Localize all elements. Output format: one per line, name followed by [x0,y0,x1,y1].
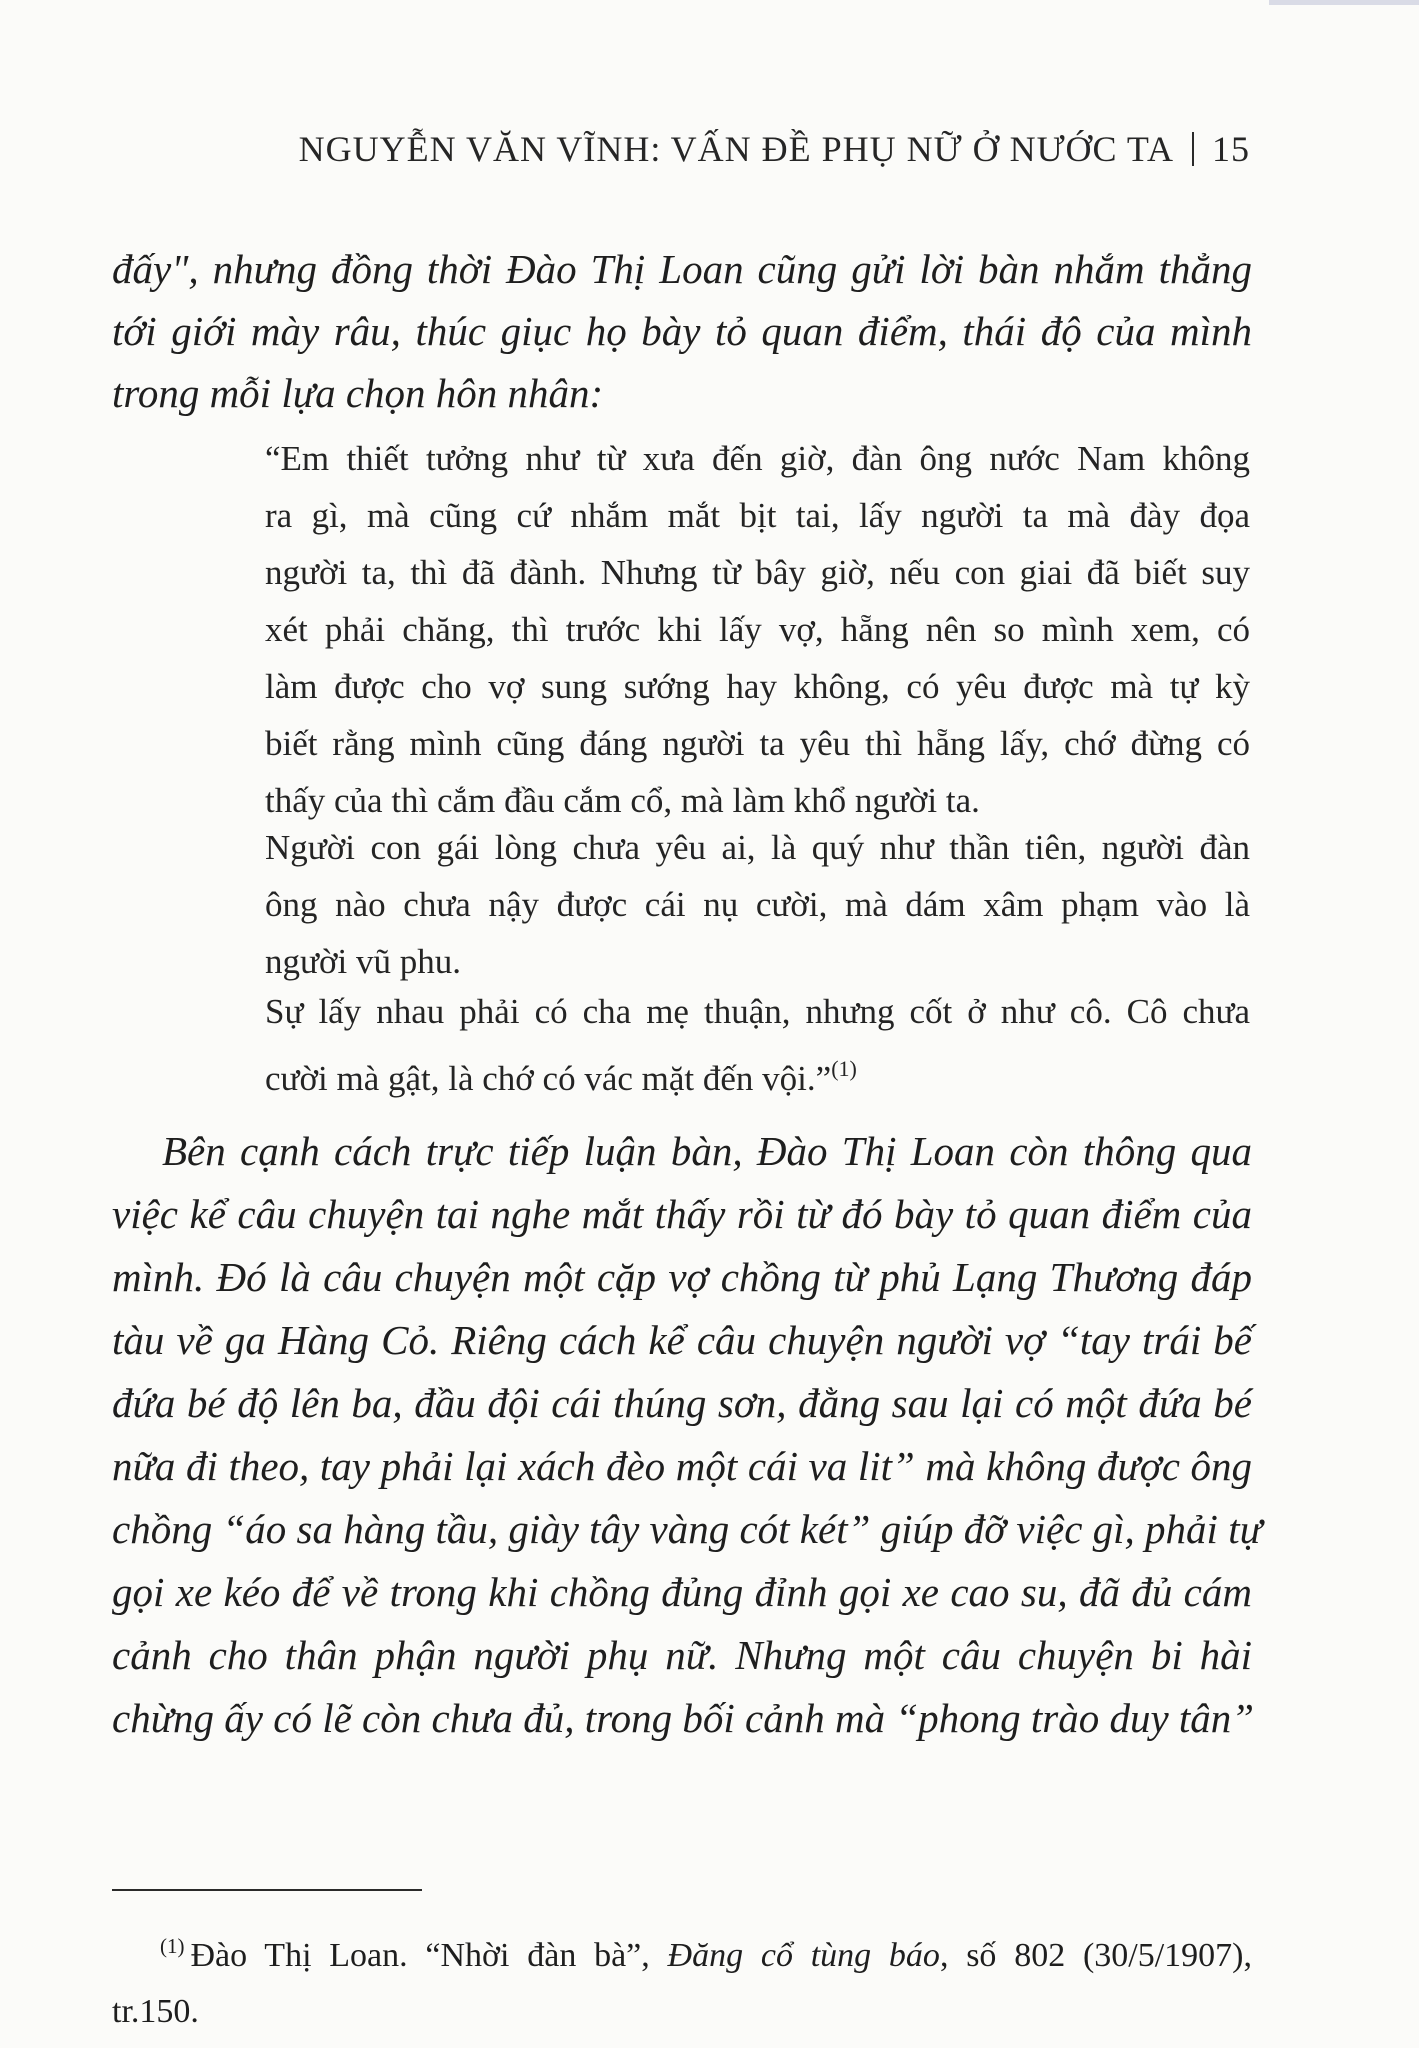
footnote-author: Đào Thị Loan. “Nhời đàn bà”, [190,1937,668,1974]
quote-paragraph-2 [265,819,1250,990]
footnote-line-2: tr.150. [112,1993,199,2030]
quote-line: biết rằng mình cũng đáng người ta yêu thì hẵng lấy, chớ đừng có [265,724,1250,763]
quote-line: ra gì, mà cũng cứ nhắm mắt bịt tai, lấy người ta mà đày đọa [265,496,1250,535]
footnote-reference[interactable]: (1) [831,1056,857,1081]
scan-edge-strip [1269,0,1419,5]
footnote [112,1918,1252,2040]
quote-line: “Em thiết tưởng như từ xưa đến giờ, đàn ông nước Nam không [265,439,1250,478]
quote-line [265,1040,1250,1107]
intro-paragraph [112,238,1252,424]
body-line: chừng ấy có lẽ còn chưa đủ, trong bối cảnh mà “phong trào duy tân” [112,1695,1255,1741]
quote-line: Người con gái lòng chưa yêu ai, là quý như thần tiên, người đàn [265,828,1250,867]
intro-line: tới giới mày râu, thúc giục họ bày tỏ quan điểm, thái độ của mình [112,308,1252,354]
body-line: Bên cạnh cách trực tiếp luận bàn, Đào Thị Loan còn thông qua [162,1128,1252,1174]
quote-paragraph-3 [265,983,1250,1107]
body-line: mình. Đó là câu chuyện một cặp vợ chồng từ phủ Lạng Thương đáp [112,1254,1252,1300]
quote-last-text: cười mà gật, là chớ có vác mặt đến vội.” [265,1059,832,1098]
body-line: tàu về ga Hàng Cỏ. Riêng cách kể câu chuyện người vợ “tay trái bế [112,1317,1252,1363]
quote-paragraph-1 [265,430,1250,829]
page-number: 15 [1212,129,1250,169]
footnote-source: Đăng cổ tùng báo [667,1937,940,1974]
quote-line: người vũ phu. [265,942,461,981]
body-paragraph [112,1120,1262,1750]
quote-line: làm được cho vợ sung sướng hay không, có yêu được mà tự kỳ [265,667,1250,706]
footnote-line [112,1918,1252,1984]
body-line: việc kể câu chuyện tai nghe mắt thấy rồi từ đó bày tỏ quan điểm của [112,1191,1252,1237]
quote-line: xét phải chăng, thì trước khi lấy vợ, hẵng nên so mình xem, có [265,610,1250,649]
footnote-divider [112,1889,422,1891]
footnote-detail: , số 802 (30/5/1907), [939,1937,1252,1974]
body-line: gọi xe kéo để về trong khi chồng đủng đỉnh gọi xe cao su, đã đủ cám [112,1569,1252,1615]
body-line: chồng “áo sa hàng tầu, giày tây vàng cót két” giúp đỡ việc gì, phải tự [112,1506,1262,1552]
quote-line: Sự lấy nhau phải có cha mẹ thuận, nhưng cốt ở như cô. Cô chưa [265,992,1250,1031]
footnote-mark: (1) [160,1934,185,1958]
quote-line: ông nào chưa nậy được cái nụ cười, mà dám xâm phạm vào là [265,885,1250,924]
quote-line: thấy của thì cắm đầu cắm cổ, mà làm khổ người ta. [265,781,980,820]
quote-line: người ta, thì đã đành. Nhưng từ bây giờ, nếu con giai đã biết suy [265,553,1250,592]
intro-line: trong mỗi lựa chọn hôn nhân: [112,370,604,416]
body-line: cảnh cho thân phận người phụ nữ. Nhưng một câu chuyện bi hài [112,1632,1252,1678]
body-line: đứa bé độ lên ba, đầu đội cái thúng sơn, đằng sau lại có một đứa bé [112,1380,1252,1426]
header-separator [1192,132,1194,166]
intro-line: đấy", nhưng đồng thời Đào Thị Loan cũng gửi lời bàn nhắm thẳng [112,246,1252,292]
header-title: NGUYỄN VĂN VĨNH: VẤN ĐỀ PHỤ NỮ Ở NƯỚC TA [298,129,1174,169]
running-header [110,128,1250,170]
body-line: nữa đi theo, tay phải lại xách đèo một cái va lit” mà không được ông [112,1443,1252,1489]
